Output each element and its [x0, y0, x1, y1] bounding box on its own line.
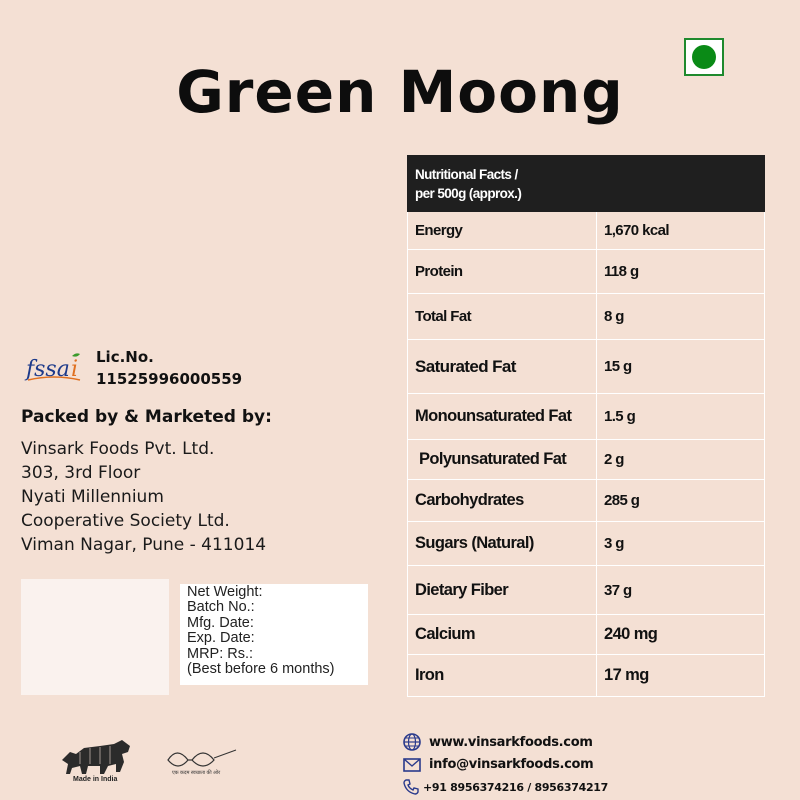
nutrient-value: 37 g: [597, 566, 765, 615]
svg-text:i: i: [71, 357, 79, 382]
batch-line: Net Weight:: [187, 584, 263, 600]
phone-number[interactable]: +91 8956374216 / 8956374217: [423, 780, 609, 794]
nutrient-value: 1.5 g: [597, 394, 765, 440]
table-row: [408, 250, 765, 294]
phone-contact: [403, 779, 608, 795]
address-line: 303, 3rd Floor: [21, 463, 141, 483]
website-contact: [403, 733, 593, 751]
table-row: [408, 522, 765, 566]
nutrient-value: 8 g: [597, 294, 765, 340]
nutrition-header-line1: Nutritional Facts /: [415, 166, 518, 182]
license-label: Lic.No.: [96, 348, 154, 366]
nutrition-header-line2: per 500g (approx.): [415, 185, 522, 201]
fssai-logo-icon: [24, 350, 84, 386]
table-row: [408, 655, 765, 697]
swachh-tagline: एक कदम स्वच्छता की ओर: [172, 770, 221, 776]
nutrient-value: 240 mg: [597, 615, 765, 655]
mail-icon: [403, 758, 421, 772]
license-number: 11525996000559: [96, 370, 243, 388]
make-in-india-lion-icon: [60, 738, 132, 778]
nutrient-label: Calcium: [408, 615, 597, 655]
packer-address: [21, 437, 266, 557]
table-row: [408, 440, 765, 480]
table-row: [408, 294, 765, 340]
batch-line: Exp. Date:: [187, 630, 255, 647]
table-row: [408, 566, 765, 615]
table-row: [408, 615, 765, 655]
nutrient-label: Polyunsaturated Fat: [408, 440, 597, 480]
address-line: Vinsark Foods Pvt. Ltd.: [21, 439, 215, 459]
batch-line: Batch No.:: [187, 599, 255, 616]
table-row: [408, 340, 765, 394]
product-title: Green Moong: [176, 58, 624, 126]
nutrition-table: [407, 155, 765, 697]
nutrient-value: 285 g: [597, 480, 765, 522]
nutrient-label: Protein: [408, 250, 597, 294]
veg-symbol-icon: [684, 38, 724, 76]
batch-info-box: [180, 584, 368, 685]
nutrient-label: Saturated Fat: [408, 340, 597, 394]
nutrient-value: 2 g: [597, 440, 765, 480]
nutrient-label: Carbohydrates: [408, 480, 597, 522]
address-line: Nyati Millennium: [21, 487, 164, 507]
phone-icon: [403, 779, 419, 795]
batch-line: (Best before 6 months): [187, 661, 335, 678]
address-line: Viman Nagar, Pune - 411014: [21, 535, 267, 555]
table-row: [408, 480, 765, 522]
nutrient-label: Monounsaturated Fat: [408, 394, 597, 440]
table-row: [408, 394, 765, 440]
batch-line: MRP: Rs.:: [187, 645, 254, 662]
made-in-india-text: Made in India: [73, 776, 118, 783]
nutrient-value: 118 g: [597, 250, 765, 294]
svg-text:fssa: fssa: [26, 357, 70, 382]
nutrient-label: Iron: [408, 655, 597, 697]
nutrient-label: Total Fat: [408, 294, 597, 340]
address-line: Cooperative Society Ltd.: [21, 511, 230, 531]
email-link[interactable]: info@vinsarkfoods.com: [429, 757, 594, 772]
nutrient-label: Sugars (Natural): [408, 522, 597, 566]
nutrient-label: Dietary Fiber: [408, 566, 597, 615]
table-row: [408, 212, 765, 250]
batch-line: Mfg. Date:: [187, 614, 254, 631]
nutrient-value: 17 mg: [597, 655, 765, 697]
packed-by-title: Packed by & Marketed by:: [21, 407, 272, 427]
label-blank-area: [21, 579, 169, 695]
license-block: [96, 346, 242, 390]
nutrient-label: Energy: [408, 212, 597, 250]
nutrient-value: 1,670 kcal: [597, 212, 765, 250]
nutrient-value: 3 g: [597, 522, 765, 566]
email-contact: [403, 757, 593, 772]
globe-icon: [403, 733, 421, 751]
nutrition-table-header: [408, 156, 765, 212]
website-link[interactable]: www.vinsarkfoods.com: [429, 734, 593, 750]
nutrient-value: 15 g: [597, 340, 765, 394]
